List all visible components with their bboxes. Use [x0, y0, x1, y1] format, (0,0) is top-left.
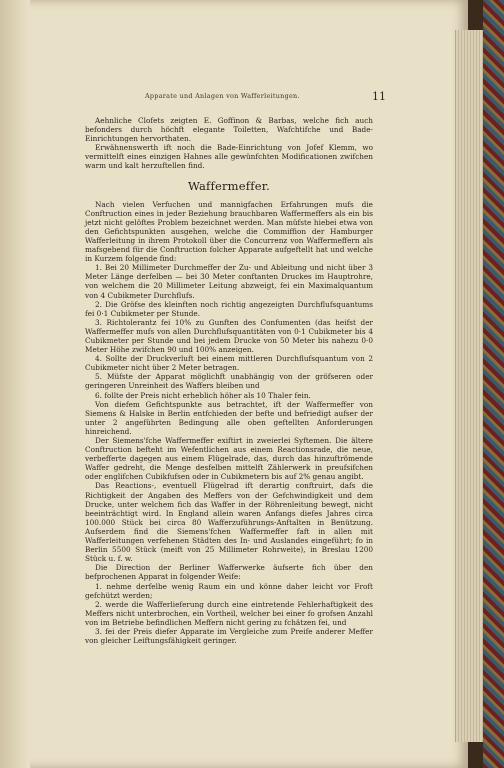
paragraph: 3. fei der Preis diefer Apparate im Vergleiche zum Preife anderer Meffer von gleicher Leiftungsfähigkeit geringer. — [85, 626, 373, 646]
paragraph: Die Direction der Berliner Wafferwerke äufserte fich über den befprochenen Apparat in folgender Weife: — [85, 563, 373, 582]
book-cover-edge — [483, 0, 504, 768]
paragraph: 3. Richtolerantz fei 10% zu Gunften des Confumenten (das heifst der Waffermeffer mufs von allen Durchflufsquantitäten von 0·1 Cubikmeter bis 4 Cubikmeter per Stunde und bei jedem Drucke von 50 Meter bis nahezu 0·0 Meter Höhe zwifchen 90 und 100% anzeigen. — [85, 317, 373, 355]
paragraph: 5. Müfste der Apparat möglichft unabhängig von der gröfseren oder geringeren Unreinheit des Waffers bleiben und — [85, 372, 373, 391]
paragraph: Das Reactions-, eventuell Flügelrad ift derartig conftruirt, dafs die Richtigkeit der Angaben des Meffers von der Gefchwindigkeit und dem Drucke, unter welchem fich das Waffer in der Röhrenleitung bewegt, nicht beeinträchtigt wird. In England allein waren Anfangs diefes Jahres circa 100.000 Stück bei circa 80 Wafferzuführungs-Anftalten in Benützung. Aufserdem find die Siemens'fchen Waffermeffer faft in allen mit Wafferleitungen verfehenen Städten des In- und Auslandes eingeführt; fo in Berlin 5500 Stück (meift von 25 Millimeter Rohrweite), in Breslau 1200 Stück u. f. w. — [85, 481, 373, 564]
page-gutter — [0, 0, 30, 768]
paragraph: Nach vielen Verfuchen und mannigfachen Erfahrungen mufs die Conftruction eines in jeder Beziehung brauchbaren Waffermeffers als ein bis jetzt nicht gelöftes Problem bezeichnet werden. Man müfste hiebei etwa von den Gefichtspunkten ausgehen, welche die Commiffion der Hamburger Wafferleitung in ihrem Protokoll über die Concurrenz von Waffermeffern als mafsgebend für die Conftruction folcher Apparate aufgeftellt hat und welche in Kurzem folgende find: — [85, 199, 373, 264]
paragraph: 2. Die Gröfse des kleinften noch richtig angezeigten Durchflufsquantums fei 0·1 Cubikmeter per Stunde. — [85, 299, 373, 318]
paragraph: 4. Sollte der Druckverluft bei einem mittleren Durchflufsquantum von 2 Cubikmeter nicht über 2 Meter betragen. — [85, 354, 373, 373]
paragraph: 1. Bei 20 Millimeter Durchmeffer der Zu- und Ableitung und nicht über 3 Meter Länge derfelben — bei 30 Meter conftanten Druckes im Hauptrohre, von welchem die 20 Millimeter Leitung abzweigt, fei ein Maximalquantum von 4 Cubikmeter Durchflufs. — [85, 263, 373, 300]
page-number: 11 — [372, 90, 386, 103]
page-text — [85, 116, 373, 645]
paragraph: 6. follte der Preis nicht erheblich höher als 10 Thaler fein. — [95, 390, 311, 400]
paragraph: 2. werde die Wafferlieferung durch eine eintretende Fehlerhaftigkeit des Meffers nicht unterbrochen, ein Vortheil, welcher bei einer fo grofsen Anzahl von im Betriebe befindlichen Meffern nicht gering zu fchätzen fei, und — [85, 599, 373, 627]
paragraph: Erwähnenswerth ift noch die Bade-Einrichtung von Jofef Klemm, wo vermittelft eines einzigen Hahnes alle gewünfchten Modificationen zwifchen warm und kalt herzuftellen find. — [85, 143, 373, 171]
paragraph: Der Siemens'fche Waffermeffer exiftirt in zweierlei Syftemen. Die ältere Conftruction befteht im Wefentlichen aus einem Reactionsrade, die neue, verbefferte dagegen aus einem Flügelrade, das, durch das hinzuftrömende Waffer gedreht, die Menge desfelben mittelft Zählerwerk in preufsifchen oder englifchen Cubikfufsen oder in Cubikmetern bis auf 2% genau angibt. — [85, 436, 373, 482]
section-title: Waffermeffer. — [187, 178, 270, 193]
paragraph: Von diefem Gefichtspunkte aus betrachtet, ift der Waffermeffer von Siemens & Halske in Berlin entfchieden der befte und befriedigt aufser der unter 2 angeführten Bedingung alle oben geftellten Anforderungen hinreichend. — [85, 399, 373, 436]
page-edges — [455, 30, 484, 742]
running-header: Apparate und Anlagen von Wafferleitungen. — [145, 92, 300, 100]
paragraph: Aehnliche Clofets zeigten E. Goffinon & Barbas, welche fich auch befonders durch höchft elegante Toiletten, Wafchtifche und Bade-Einrichtungen hervorthaten. — [85, 116, 373, 144]
paragraph: 1. nehme derfelbe wenig Raum ein und könne daher leicht vor Froft gefchützt werden; — [85, 581, 373, 600]
